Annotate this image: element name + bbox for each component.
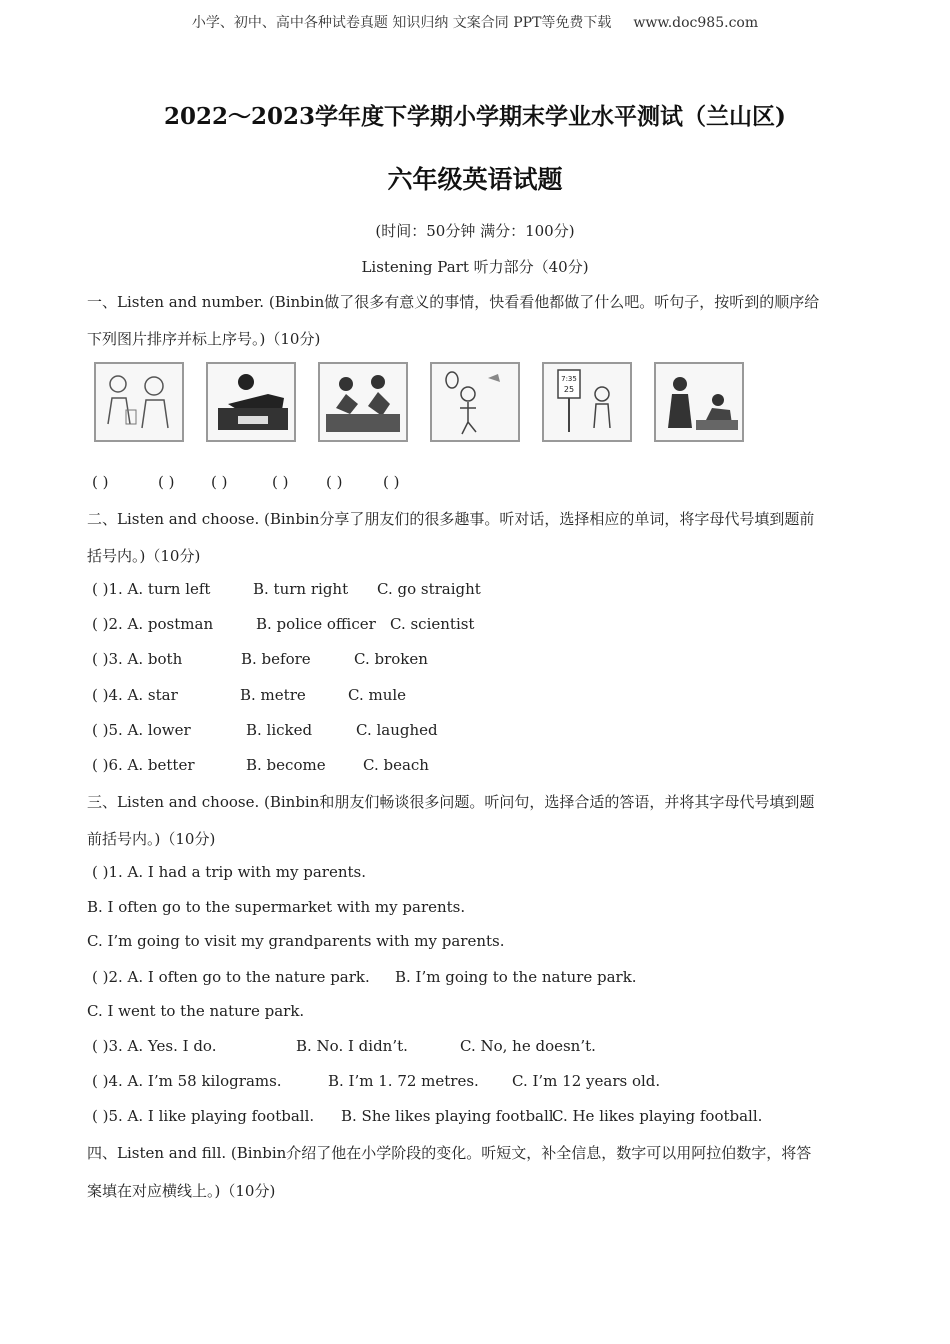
section1-line2: 下列图片排序并标上序号。)（10分) (87, 330, 321, 348)
section4-line1: 四、Listen and fill. (Binbin介绍了他在小学阶段的变化。听短文，补全信息，数字可以用阿拉伯数字，将答 (87, 1144, 812, 1162)
picture-sitting (318, 362, 408, 442)
section2-line1: 二、Listen and choose. (Binbin分享了朋友们的很多趣事。听对话，选择相应的单词，将字母代号填到题前 (87, 510, 815, 528)
s3-q1-option-b: B. I often go to the supermarket with my parents. (87, 898, 466, 916)
exam-title: 2022～2023学年度下学期小学期末学业水平测试（兰山区) (164, 103, 786, 130)
section4-line2: 案填在对应横线上。)（10分) (87, 1182, 276, 1200)
s3-q1-option-c: C. I’m going to visit my grandparents with my parents. (87, 932, 505, 950)
answer-blank-5[interactable]: ( ) (326, 473, 343, 491)
answer-blank-6[interactable]: ( ) (383, 473, 400, 491)
picture-teaching (654, 362, 744, 442)
sign-number: 25 (563, 385, 575, 394)
header-text: 小学、初中、高中各种试卷真题 知识归纳 文案合同 PPT等免费下载 (191, 15, 612, 31)
listening-heading: Listening Part 听力部分（40分) (361, 258, 589, 276)
picture-box (206, 362, 296, 442)
section2-line2: 括号内。)（10分) (87, 547, 201, 565)
s3-q2-option-c: C. I went to the nature park. (87, 1002, 305, 1020)
person-box-icon (208, 364, 294, 440)
section1-line1: 一、Listen and number. (Binbin做了很多有意义的事情，快看看他都做了什么吧。听句子，按听到的顺序给 (87, 293, 820, 311)
badminton-icon (432, 364, 518, 440)
answer-blank-3[interactable]: ( ) (211, 473, 228, 491)
exam-meta: (时间：50分钟 满分：100分) (375, 222, 575, 240)
teacher-student-icon (656, 364, 742, 440)
section3-line2: 前括号内。)（10分) (87, 830, 216, 848)
header-url[interactable]: www.doc985.com (633, 15, 759, 31)
doctor-icon (96, 364, 182, 440)
friends-sitting-icon (320, 364, 406, 440)
answer-blank-4[interactable]: ( ) (272, 473, 289, 491)
page-header (0, 12, 950, 32)
section3-line1: 三、Listen and choose. (Binbin和朋友们畅谈很多问题。听问句，选择合适的答语，并将其字母代号填到题 (87, 793, 815, 811)
answer-blank-1[interactable]: ( ) (92, 473, 109, 491)
picture-doctor (94, 362, 184, 442)
picture-badminton (430, 362, 520, 442)
sign-time: 7:35 (561, 375, 577, 383)
answer-blank-2[interactable]: ( ) (158, 473, 175, 491)
picture-bus-stop (542, 362, 632, 442)
exam-subtitle: 六年级英语试题 (387, 165, 563, 194)
